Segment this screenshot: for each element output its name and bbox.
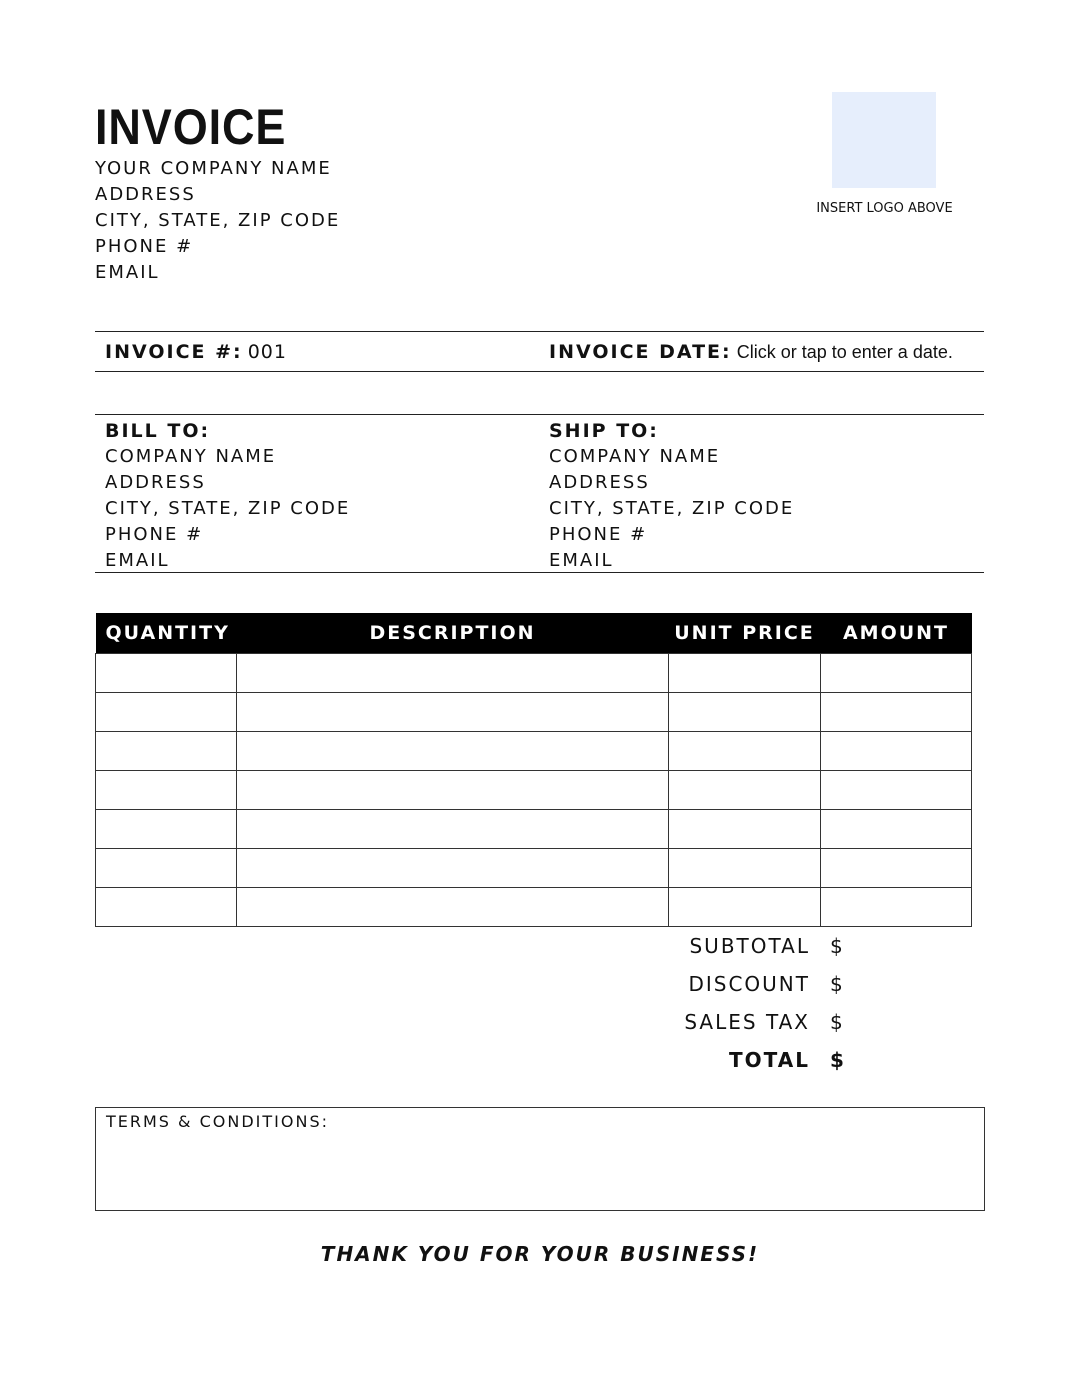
- terms-box[interactable]: [95, 1107, 985, 1211]
- description-cell[interactable]: [237, 809, 669, 848]
- ship-to-phone[interactable]: PHONE #: [549, 524, 648, 545]
- divider: [95, 331, 984, 332]
- col-amount: AMOUNT: [821, 613, 972, 653]
- table-row: [96, 770, 972, 809]
- divider: [95, 414, 984, 415]
- col-unit-price: UNIT PRICE: [669, 613, 821, 653]
- invoice-number-label: INVOICE #:: [105, 341, 243, 363]
- amount-cell[interactable]: [821, 848, 972, 887]
- description-cell[interactable]: [237, 887, 669, 926]
- unit-price-cell[interactable]: [669, 887, 821, 926]
- logo-placeholder[interactable]: [832, 92, 936, 188]
- description-cell[interactable]: [237, 653, 669, 692]
- amount-cell[interactable]: [821, 731, 972, 770]
- quantity-cell[interactable]: [96, 653, 237, 692]
- bill-to: [105, 418, 350, 574]
- table-row: [96, 848, 972, 887]
- total-label: DISCOUNT: [688, 972, 810, 996]
- amount-cell[interactable]: [821, 809, 972, 848]
- bill-to-company[interactable]: COMPANY NAME: [105, 446, 277, 467]
- bill-to-label: BILL TO:: [105, 420, 211, 442]
- quantity-cell[interactable]: [96, 809, 237, 848]
- logo-caption: INSERT LOGO ABOVE: [816, 201, 953, 216]
- total-label: TOTAL: [729, 1048, 810, 1072]
- unit-price-cell[interactable]: [669, 809, 821, 848]
- total-label: SALES TAX: [684, 1010, 810, 1034]
- divider: [95, 371, 984, 372]
- company-address[interactable]: ADDRESS: [95, 184, 196, 205]
- invoice-date-row: [549, 341, 953, 363]
- bill-to-city[interactable]: CITY, STATE, ZIP CODE: [105, 498, 351, 519]
- company-name[interactable]: YOUR COMPANY NAME: [95, 158, 332, 179]
- table-row: [96, 887, 972, 926]
- unit-price-cell[interactable]: [669, 731, 821, 770]
- description-cell[interactable]: [237, 848, 669, 887]
- ship-to-address[interactable]: ADDRESS: [549, 472, 650, 493]
- quantity-cell[interactable]: [96, 770, 237, 809]
- total-currency: $: [830, 972, 843, 996]
- invoice-number[interactable]: 001: [247, 341, 287, 363]
- col-quantity: QUANTITY: [96, 613, 237, 653]
- company-city[interactable]: CITY, STATE, ZIP CODE: [95, 210, 341, 231]
- invoice-date-label: INVOICE DATE:: [549, 341, 732, 363]
- ship-to-city[interactable]: CITY, STATE, ZIP CODE: [549, 498, 795, 519]
- terms-label: TERMS & CONDITIONS:: [106, 1112, 329, 1131]
- invoice-number-row: [105, 341, 287, 363]
- total-label: SUBTOTAL: [689, 934, 810, 958]
- quantity-cell[interactable]: [96, 887, 237, 926]
- ship-to-label: SHIP TO:: [549, 420, 659, 442]
- col-description: DESCRIPTION: [237, 613, 669, 653]
- table-row: [96, 809, 972, 848]
- ship-to-email[interactable]: EMAIL: [549, 550, 614, 571]
- unit-price-cell[interactable]: [669, 770, 821, 809]
- total-currency: $: [830, 1048, 844, 1072]
- ship-to: [549, 418, 794, 574]
- description-cell[interactable]: [237, 692, 669, 731]
- total-currency: $: [830, 934, 843, 958]
- bill-to-address[interactable]: ADDRESS: [105, 472, 206, 493]
- quantity-cell[interactable]: [96, 848, 237, 887]
- quantity-cell[interactable]: [96, 692, 237, 731]
- invoice-title: INVOICE: [95, 99, 287, 155]
- unit-price-cell[interactable]: [669, 848, 821, 887]
- amount-cell[interactable]: [821, 653, 972, 692]
- company-phone[interactable]: PHONE #: [95, 236, 194, 257]
- line-items-table: [95, 613, 972, 927]
- invoice-date-field[interactable]: Click or tap to enter a date.: [736, 342, 953, 362]
- company-info: [95, 156, 340, 286]
- company-email[interactable]: EMAIL: [95, 262, 160, 283]
- amount-cell[interactable]: [821, 887, 972, 926]
- unit-price-cell[interactable]: [669, 692, 821, 731]
- table-row: [96, 731, 972, 770]
- table-row: [96, 653, 972, 692]
- table-row: [96, 692, 972, 731]
- bill-to-email[interactable]: EMAIL: [105, 550, 170, 571]
- description-cell[interactable]: [237, 770, 669, 809]
- unit-price-cell[interactable]: [669, 653, 821, 692]
- total-currency: $: [830, 1010, 843, 1034]
- quantity-cell[interactable]: [96, 731, 237, 770]
- bill-to-phone[interactable]: PHONE #: [105, 524, 204, 545]
- divider: [95, 572, 984, 573]
- amount-cell[interactable]: [821, 692, 972, 731]
- ship-to-company[interactable]: COMPANY NAME: [549, 446, 721, 467]
- description-cell[interactable]: [237, 731, 669, 770]
- amount-cell[interactable]: [821, 770, 972, 809]
- thank-you-message: THANK YOU FOR YOUR BUSINESS!: [320, 1242, 760, 1266]
